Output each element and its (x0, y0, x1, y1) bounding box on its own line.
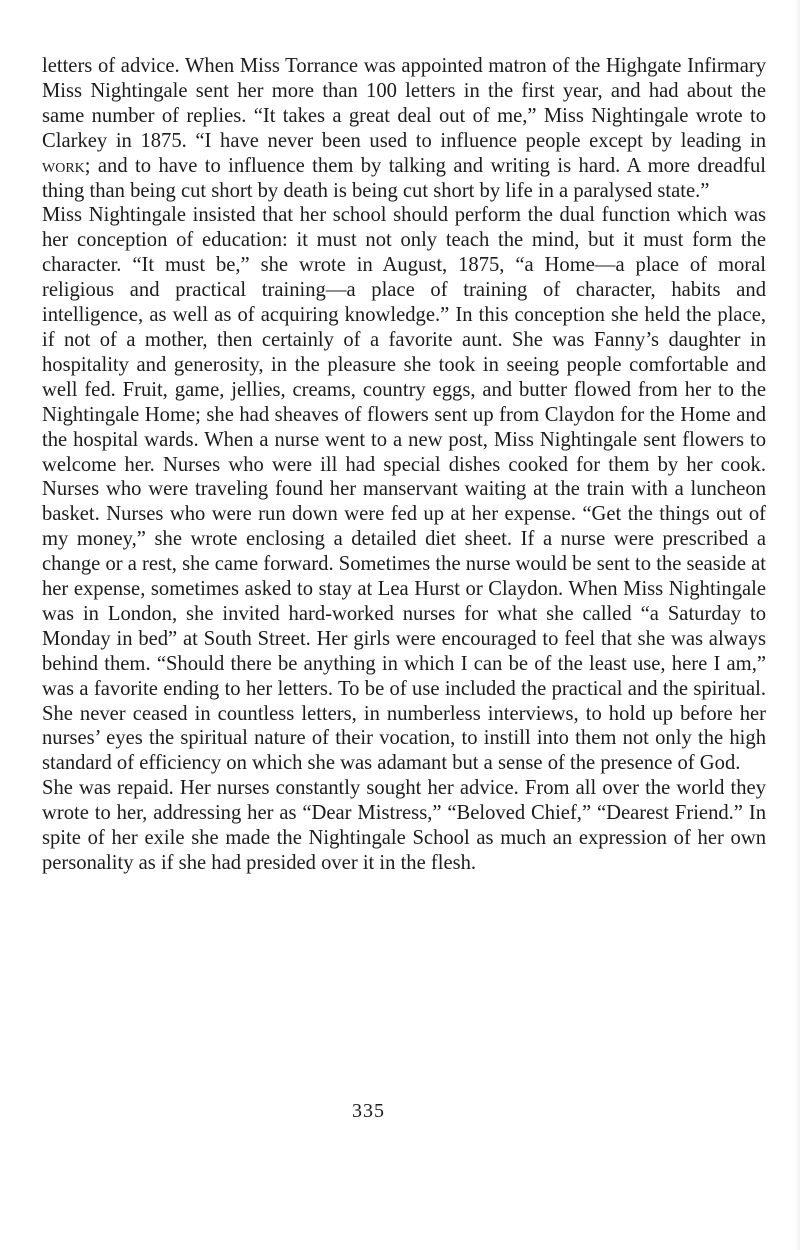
page-number: 335 (352, 1100, 385, 1122)
paragraph-1-text-b: ; and to have to influence them by talking and writing is hard. A more dreadful thing than being cut short by death is being cut short by life in a paralysed state.” (42, 154, 766, 202)
paragraph-2: Miss Nightingale insisted that her school should perform the dual function which was her conception of education: it must not only teach the mind, but it must form the character. “It must be,” she wrote in August, 1875, “a Home—a place of moral religious and practical training—a place of training of character, habits and intelligence, as well as of acquiring knowledge.” In this conception she held the place, if not of a mother, then certainly of a favorite aunt. She was Fanny’s daughter in hospitality and generosity, in the pleasure she took in seeing people comfortable and well fed. Fruit, game, jellies, creams, country eggs, and butter flowed from her to the Nightingale Home; she had sheaves of flowers sent up from Claydon for the Home and the hospital wards. When a nurse went to a new post, Miss Nightingale sent flowers to welcome her. Nurses who were ill had special dishes cooked for them by her cook. Nurses who were traveling found her manservant waiting at the train with a luncheon basket. Nurses who were run down were fed up at her expense. “Get the things out of my money,” she wrote enclosing a detailed diet sheet. If a nurse were prescribed a change or a rest, she came forward. Sometimes the nurse would be sent to the seaside at her expense, sometimes asked to stay at Lea Hurst or Claydon. When Miss Nightingale was in London, she invited hard-worked nurses for what she called “a Saturday to Monday in bed” at South Street. Her girls were encouraged to feel that she was always behind them. “Should there be anything in which I can be of the least use, here I am,” was a favorite ending to her letters. To be of use included the practical and the spiritual. She never ceased in countless letters, in numberless interviews, to hold up before her nurses’ eyes the spiritual nature of their vocation, to instill into them not only the high standard of efficiency on which she was adamant but a sense of the presence of God. (42, 204, 766, 775)
page-edge-shadow (794, 0, 800, 1250)
paragraph-1-small-caps-work: work (42, 154, 85, 177)
paragraph-1 (42, 54, 766, 203)
page-body (42, 54, 766, 876)
paragraph-1-text-a: letters of advice. When Miss Torrance was appointed matron of the Highgate Infirmary Miss Nightingale sent her more than 100 letters in the first year, and had about the same number of replies. “It takes a great deal out of me,” Miss Nightingale wrote to Clarkey in 1875. “I have never been used to influence people except by leading in (42, 55, 766, 152)
paragraph-3: She was repaid. Her nurses constantly sought her advice. From all over the world they wrote to her, addressing her as “Dear Mistress,” “Beloved Chief,” “Dearest Friend.” In spite of her exile she made the Nightingale School as much an expression of her own personality as if she had presided over it in the flesh. (42, 777, 766, 874)
